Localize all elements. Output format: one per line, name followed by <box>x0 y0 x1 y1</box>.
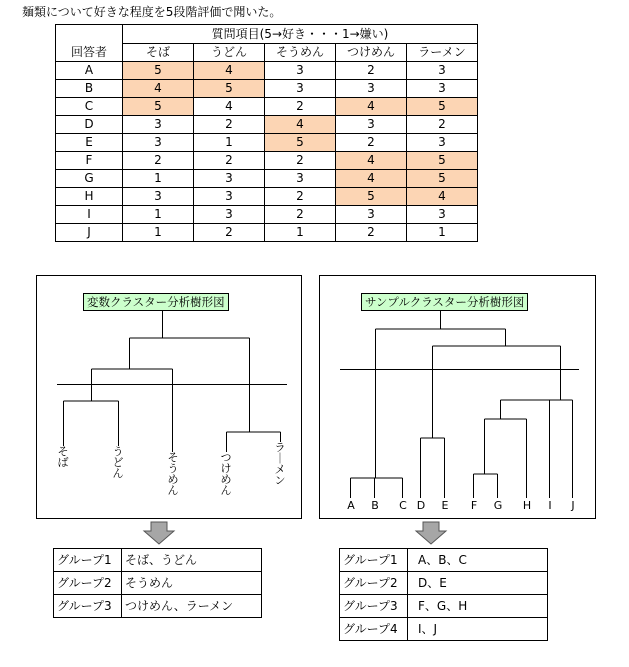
question-header: 質問項目(5→好き・・・1→嫌い) <box>123 25 478 44</box>
score-cell: 2 <box>265 98 336 116</box>
group-name: グループ1 <box>340 549 408 572</box>
score-cell: 3 <box>336 116 407 134</box>
score-cell: 5 <box>194 80 265 98</box>
respondent-id: F <box>56 152 123 170</box>
score-cell: 4 <box>265 116 336 134</box>
score-cell: 1 <box>407 224 478 242</box>
score-cell: 2 <box>194 116 265 134</box>
sample-dendrogram-panel <box>319 275 596 519</box>
column-header: そうめん <box>265 44 336 62</box>
score-cell: 5 <box>265 134 336 152</box>
leaf-label-j: J <box>571 499 575 512</box>
score-cell: 5 <box>123 98 194 116</box>
score-cell: 4 <box>336 98 407 116</box>
group-members: D、E <box>408 572 548 595</box>
score-cell: 3 <box>194 170 265 188</box>
leaf-label-c: C <box>399 499 407 512</box>
score-cell: 3 <box>336 80 407 98</box>
score-cell: 4 <box>407 188 478 206</box>
score-cell: 4 <box>123 80 194 98</box>
score-cell: 3 <box>407 134 478 152</box>
score-cell: 5 <box>407 170 478 188</box>
sample-groups-table <box>339 548 548 641</box>
score-cell: 3 <box>407 62 478 80</box>
respondent-id: D <box>56 116 123 134</box>
variable-dendrogram-panel <box>36 275 302 519</box>
leaf-label-i: I <box>548 499 552 512</box>
score-cell: 2 <box>265 188 336 206</box>
group-row <box>340 595 548 618</box>
table-row <box>56 116 478 134</box>
score-cell: 2 <box>123 152 194 170</box>
leaf-label-soba: そ ば <box>57 445 69 469</box>
column-header: そば <box>123 44 194 62</box>
score-cell: 5 <box>407 152 478 170</box>
score-cell: 3 <box>194 188 265 206</box>
group-row <box>54 572 262 595</box>
leaf-label-b: B <box>371 499 379 512</box>
leaf-label-d: D <box>416 499 426 512</box>
respondent-id: J <box>56 224 123 242</box>
score-cell: 3 <box>194 206 265 224</box>
respondent-header: 回答者 <box>56 44 123 62</box>
group-row <box>340 549 548 572</box>
score-cell: 4 <box>194 62 265 80</box>
group-name: グループ3 <box>54 595 122 618</box>
leaf-label-h: H <box>522 499 532 512</box>
table-row <box>56 80 478 98</box>
score-cell: 5 <box>336 188 407 206</box>
score-cell: 1 <box>265 224 336 242</box>
respondent-id: I <box>56 206 123 224</box>
group-name: グループ1 <box>54 549 122 572</box>
leaf-label-tsukemen: つ け め ん <box>220 451 232 497</box>
table-row <box>56 98 478 116</box>
table-row <box>56 206 478 224</box>
leaf-label-ramen: ラ ｜ メ ン <box>274 441 286 487</box>
leaf-label-e: E <box>441 499 449 512</box>
score-cell: 3 <box>123 134 194 152</box>
group-name: グループ2 <box>54 572 122 595</box>
score-cell: 5 <box>123 62 194 80</box>
column-header: うどん <box>194 44 265 62</box>
column-header: ラーメン <box>407 44 478 62</box>
column-header-row <box>56 44 478 62</box>
leaf-label-g: G <box>493 499 503 512</box>
leaf-label-udon: う ど ん <box>112 445 124 480</box>
group-members: そば、うどん <box>122 549 262 572</box>
score-cell: 2 <box>265 206 336 224</box>
group-row <box>340 618 548 641</box>
group-row <box>54 549 262 572</box>
page-title: 麺類について好きな程度を5段階評価で聞いた。 <box>22 5 282 19</box>
respondent-id: C <box>56 98 123 116</box>
score-cell: 1 <box>123 170 194 188</box>
table-row <box>56 134 478 152</box>
score-cell: 3 <box>123 116 194 134</box>
corner-cell <box>56 25 123 44</box>
sample-dendrogram-lines <box>320 276 595 518</box>
respondent-id: B <box>56 80 123 98</box>
group-row <box>340 572 548 595</box>
score-cell: 4 <box>336 152 407 170</box>
score-cell: 4 <box>336 170 407 188</box>
score-cell: 3 <box>265 170 336 188</box>
table-row <box>56 170 478 188</box>
table-row <box>56 152 478 170</box>
table-row <box>56 62 478 80</box>
score-cell: 2 <box>336 224 407 242</box>
group-members: A、B、C <box>408 549 548 572</box>
respondent-id: A <box>56 62 123 80</box>
score-cell: 3 <box>265 62 336 80</box>
group-members: そうめん <box>122 572 262 595</box>
group-members: つけめん、ラーメン <box>122 595 262 618</box>
down-arrow-icon <box>142 521 176 545</box>
variable-dendrogram-title: 変数クラスター分析樹形図 <box>83 293 229 311</box>
score-cell: 4 <box>194 98 265 116</box>
score-cell: 1 <box>123 206 194 224</box>
survey-table <box>55 24 478 242</box>
respondent-id: G <box>56 170 123 188</box>
score-cell: 3 <box>407 206 478 224</box>
respondent-id: H <box>56 188 123 206</box>
score-cell: 2 <box>407 116 478 134</box>
score-cell: 2 <box>194 152 265 170</box>
group-name: グループ2 <box>340 572 408 595</box>
leaf-label-somen: そ う め ん <box>167 451 179 497</box>
group-name: グループ4 <box>340 618 408 641</box>
table-row <box>56 188 478 206</box>
score-cell: 2 <box>336 62 407 80</box>
group-members: I、J <box>408 618 548 641</box>
score-cell: 3 <box>265 80 336 98</box>
down-arrow-icon <box>414 521 448 545</box>
score-cell: 1 <box>123 224 194 242</box>
column-header: つけめん <box>336 44 407 62</box>
group-name: グループ3 <box>340 595 408 618</box>
sample-dendrogram-title: サンプルクラスター分析樹形図 <box>361 293 528 311</box>
leaf-label-a: A <box>347 499 355 512</box>
score-cell: 3 <box>123 188 194 206</box>
table-row <box>56 224 478 242</box>
score-cell: 2 <box>265 152 336 170</box>
score-cell: 3 <box>407 80 478 98</box>
score-cell: 1 <box>194 134 265 152</box>
score-cell: 3 <box>336 206 407 224</box>
variable-groups-table <box>53 548 262 618</box>
leaf-label-f: F <box>470 499 478 512</box>
respondent-id: E <box>56 134 123 152</box>
group-members: F、G、H <box>408 595 548 618</box>
score-cell: 2 <box>194 224 265 242</box>
group-row <box>54 595 262 618</box>
score-cell: 2 <box>336 134 407 152</box>
score-cell: 5 <box>407 98 478 116</box>
